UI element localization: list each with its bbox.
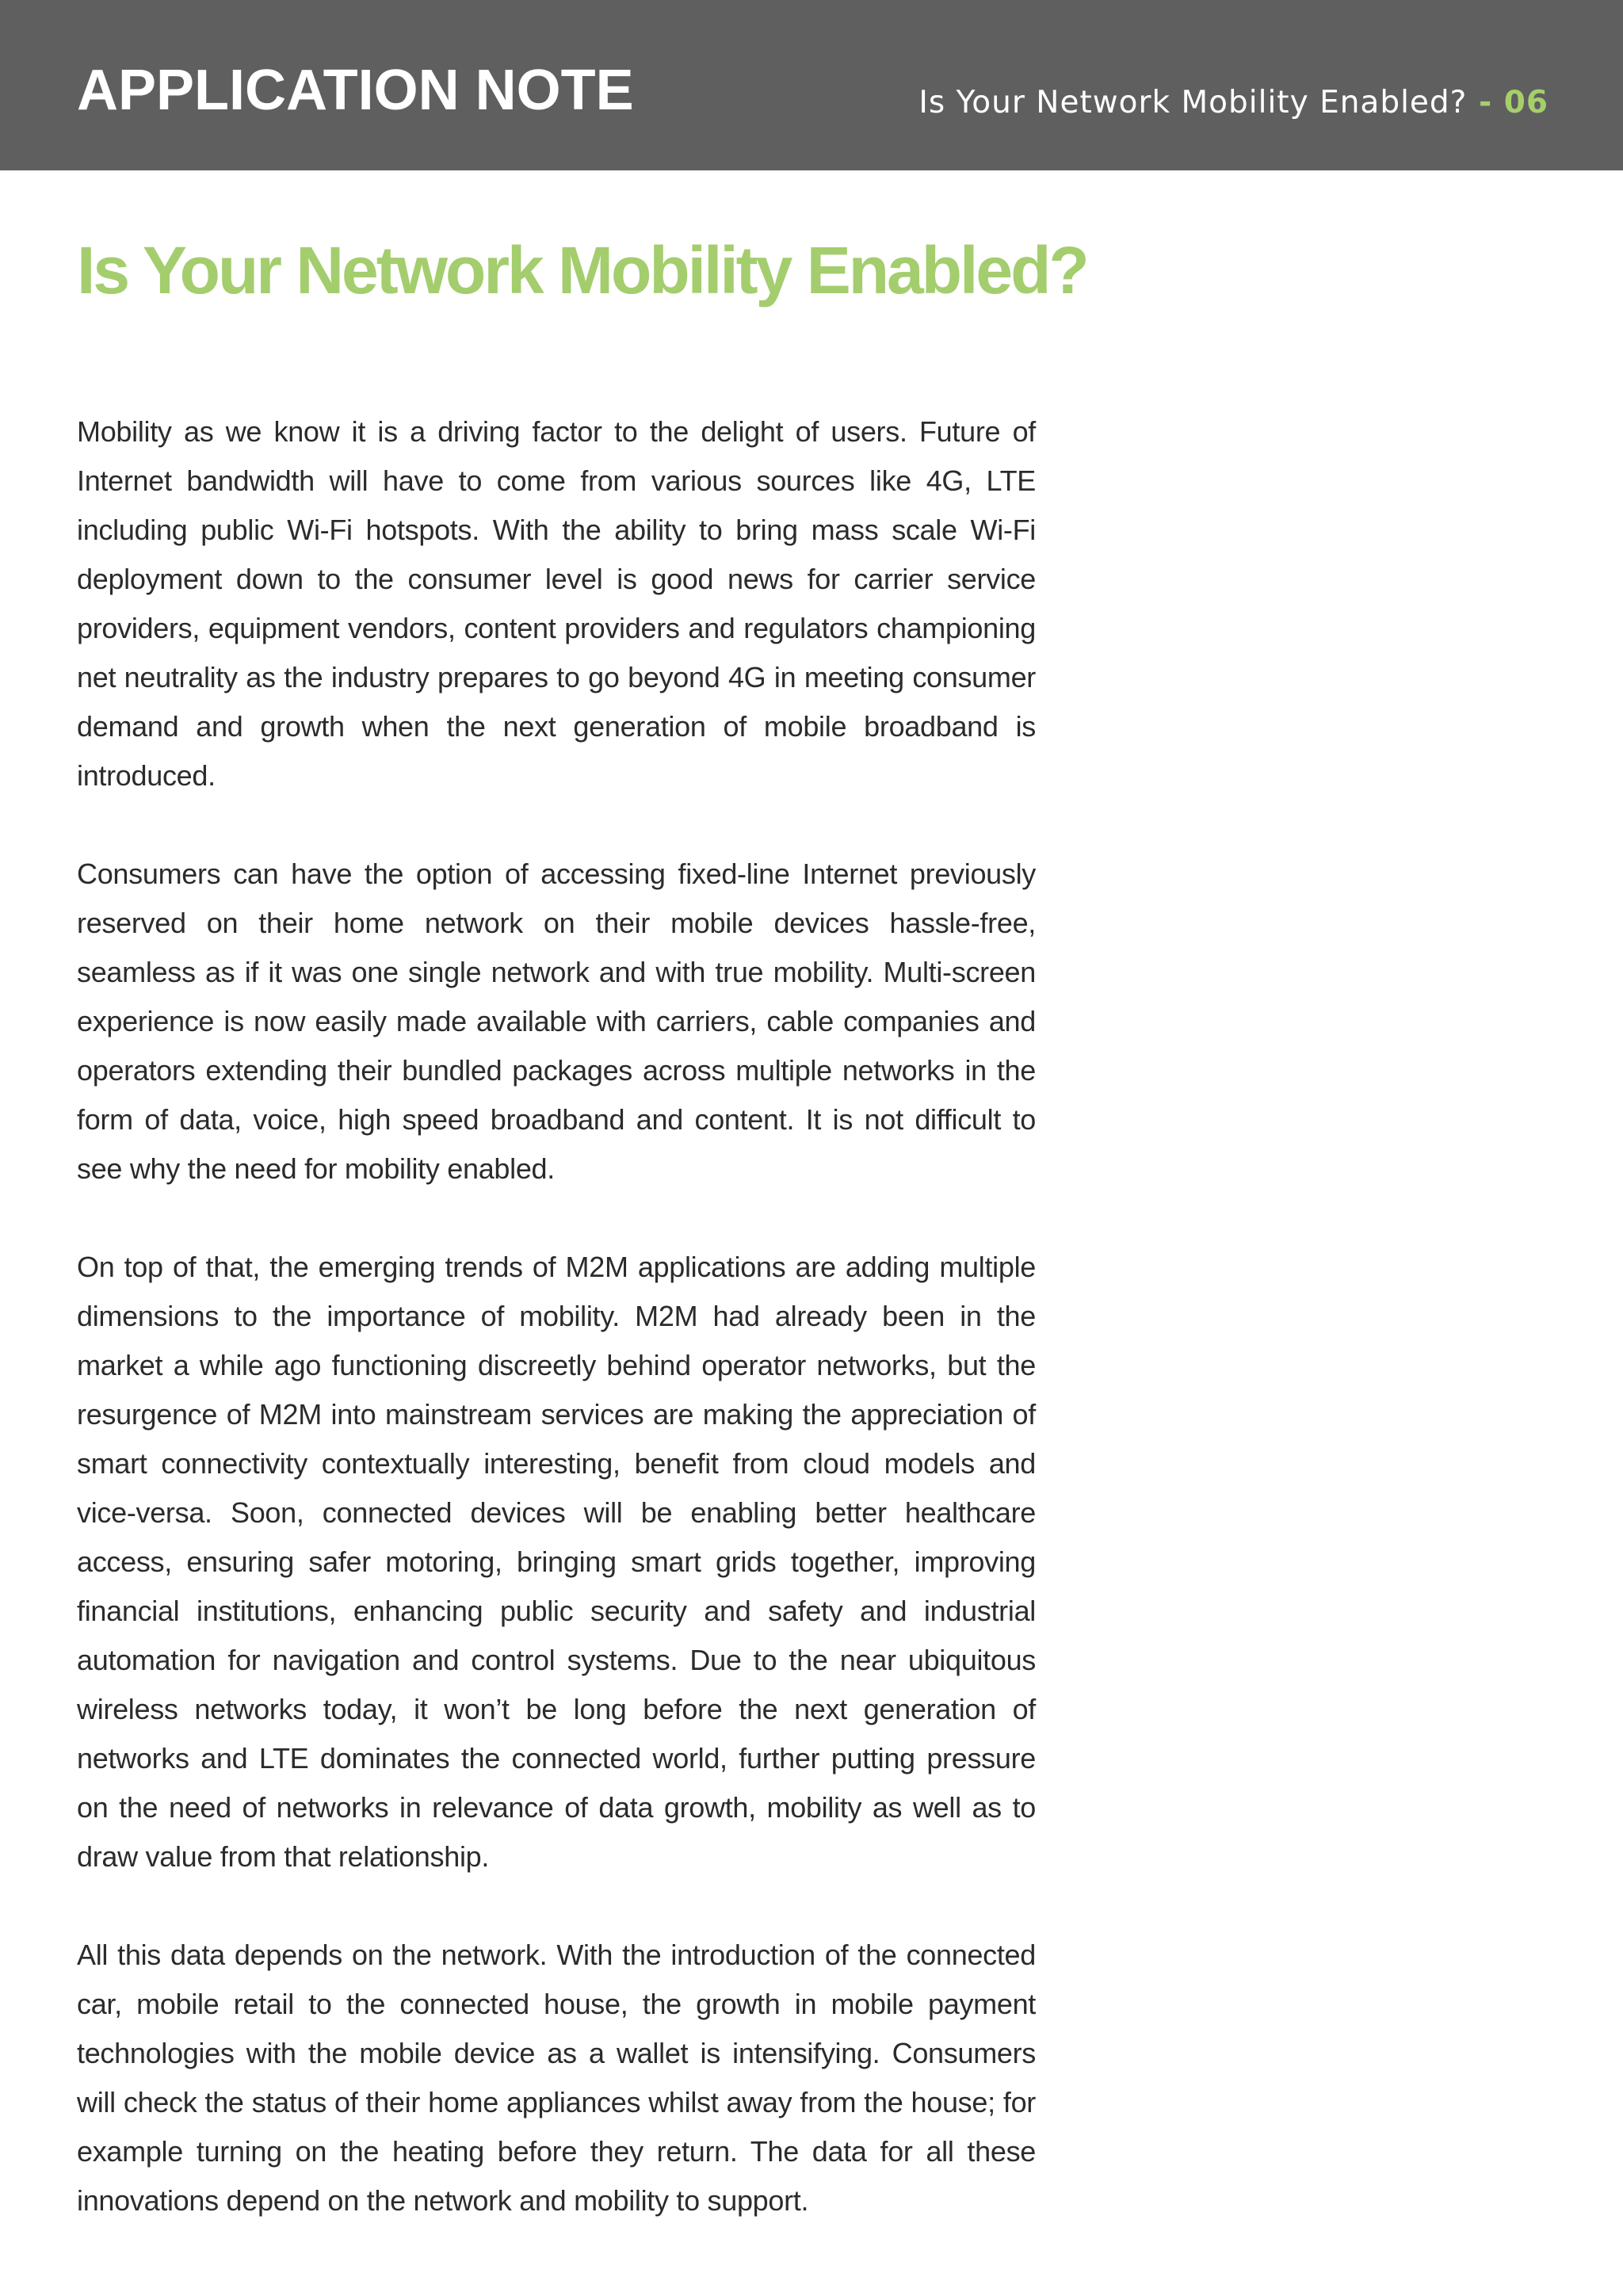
article-body xyxy=(77,407,1036,2275)
paragraph-4: All this data depends on the network. With the introduction of the connected car, mobile retail to the connected house, the growth in mobile payment technologies with the mobile device as a wallet is intensifying. Consumers will check the status of their home appliances whilst away from the house; for example turning on the heating before they return. The data for all these innovations depend on the network and mobility to support. xyxy=(77,1939,1036,2217)
page-number: 06 xyxy=(1503,85,1549,120)
page-title: Is Your Network Mobility Enabled? xyxy=(77,233,1087,308)
paragraph-3: On top of that, the emerging trends of M2M applications are adding multiple dimensions to the importance of mobility. M2M had already been in the market a while ago functioning discreetly behind operator networks, but the resurgence of M2M into mainstream services are making the appreciation of smart connectivity contextually interesting, benefit from cloud models and vice-versa. Soon, connected devices will be enabling better healthcare access, ensuring safer motoring, bringing smart grids together, improving financial institutions, enhancing public security and safety and industrial automation for navigation and control systems. Due to the near ubiquitous wireless networks today, it won’t be long before the next generation of networks and LTE dominates the connected world, further putting pressure on the need of networks in relevance of data growth, mobility as well as to draw value from that relationship. xyxy=(77,1251,1036,1873)
paragraph-2: Consumers can have the option of accessing fixed-line Internet previously reserved on their home network on their mobile devices hassle-free, seamless as if it was one single network and with true mobility. Multi-screen experience is now easily made available with carriers, cable companies and operators extending their bundled packages across multiple networks in the form of data, voice, high speed broadband and content. It is not difficult to see why the need for mobility enabled. xyxy=(77,858,1036,1185)
running-header-separator: - xyxy=(1467,85,1504,120)
header-bar xyxy=(0,0,1623,170)
running-header xyxy=(918,87,1549,118)
document-type-label: APPLICATION NOTE xyxy=(77,59,634,122)
running-header-title: Is Your Network Mobility Enabled? xyxy=(918,85,1468,120)
paragraph-1: Mobility as we know it is a driving factor to the delight of users. Future of Internet bandwidth will have to come from various sources like 4G, LTE including public Wi-Fi hotspots. With the ability to bring mass scale Wi-Fi deployment down to the consumer level is good news for carrier service providers, equipment vendors, content providers and regulators championing net neutrality as the industry prepares to go beyond 4G in meeting consumer demand and growth when the next generation of mobile broadband is introduced. xyxy=(77,415,1036,792)
